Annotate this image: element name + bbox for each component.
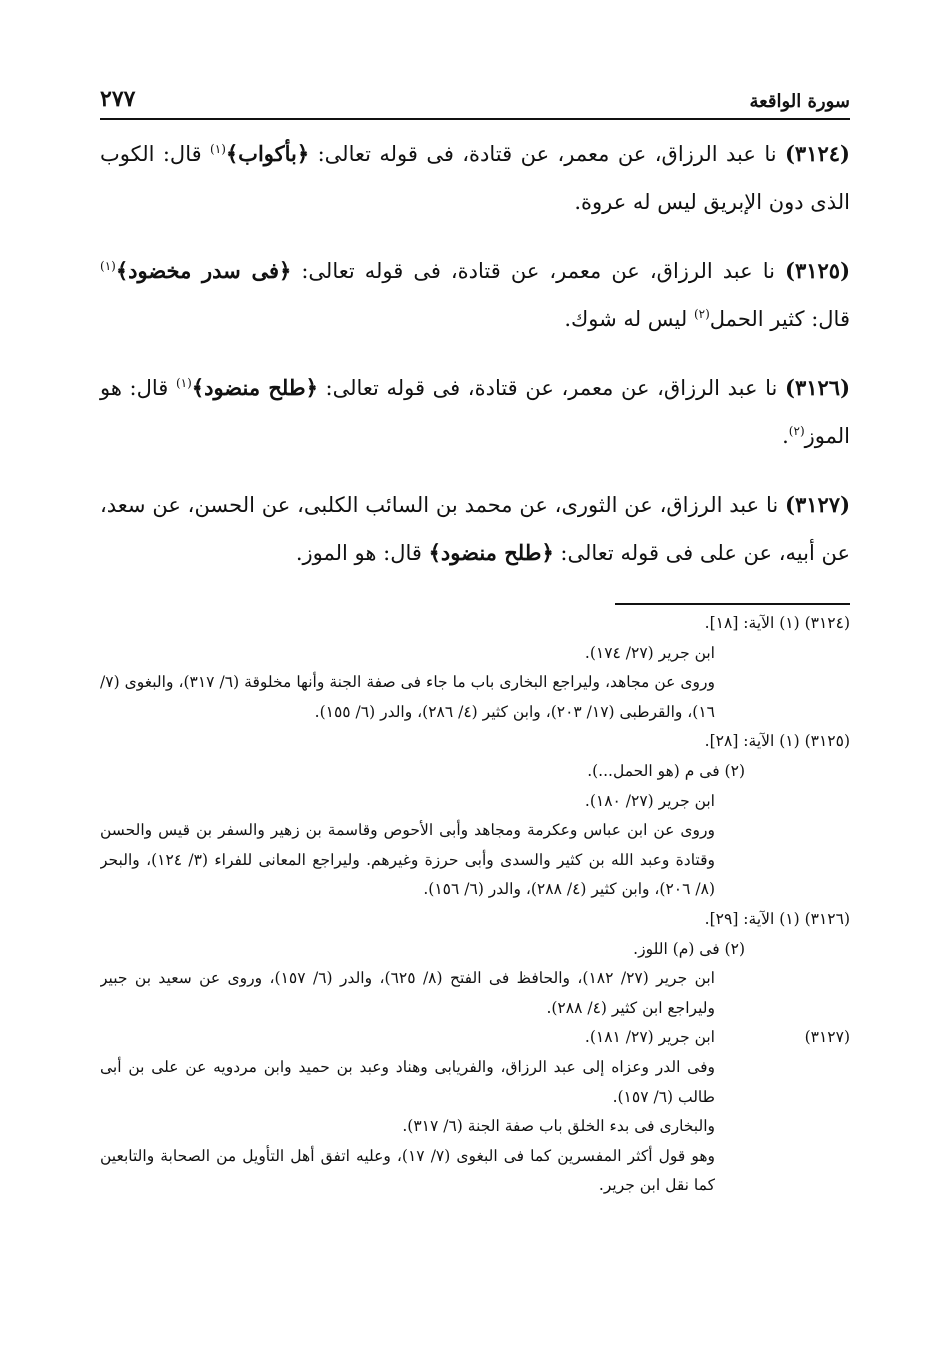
page-number: ٢٧٧ xyxy=(100,86,136,112)
footnote-line: ابن جرير (٢٧/ ١٨٢)، والحافظ فى الفتح (٨/ ٦٢٥)، والدر (٦/ ١٥٧)، وروى عن سعيد بن جبير وليراجع ابن كثير (٤/ ٢٨٨). xyxy=(100,969,715,1017)
footnote-ref: (١) xyxy=(175,376,192,390)
entry-text: قال: كثير الحمل xyxy=(709,307,850,331)
footnote-block-3127 xyxy=(100,1023,850,1053)
footnote-line: (٢) فى م (هو الحمل...). xyxy=(587,761,745,780)
footnote-ref: (٢) xyxy=(693,307,710,321)
main-text xyxy=(100,130,850,577)
footnote-line: (٣١٢٦) (١) الآية: [٢٩]. xyxy=(704,909,850,928)
footnote-line: ابن جرير (٢٧/ ١٨١). xyxy=(584,1028,715,1047)
verse-quote: ﴿فى سدر مخضود﴾ xyxy=(115,258,292,283)
verse-quote: ﴿طلح منضود﴾ xyxy=(428,540,554,565)
book-page xyxy=(100,80,850,1201)
footnotes xyxy=(100,609,850,1201)
footnote-ref: (٢) xyxy=(788,424,805,438)
entry-text: نا عبد الرزاق، عن معمر، عن قتادة، فى قوله تعالى: xyxy=(317,376,785,400)
footnote-line: (٣١٢٥) (١) الآية: [٢٨]. xyxy=(704,732,850,751)
entry-3125 xyxy=(100,247,850,343)
entry-3124 xyxy=(100,130,850,226)
entry-text: ليس له شوك. xyxy=(564,307,694,331)
page-header xyxy=(100,80,850,120)
entry-number: (٣١٢٦) xyxy=(785,375,850,400)
entry-text: قال: هو الموز. xyxy=(295,541,429,565)
entry-3126 xyxy=(100,364,850,460)
verse-quote: ﴿طلح منضود﴾ xyxy=(191,375,318,400)
footnote-line: ابن جرير (٢٧/ ١٨٠). xyxy=(584,791,715,810)
entry-text: قال: هو الموز xyxy=(100,376,850,448)
footnote-ref: (١) xyxy=(210,142,226,156)
footnote-line: والبخارى فى بدء الخلق باب صفة الجنة (٦/ ٣١٧). xyxy=(402,1117,715,1136)
footnote-line: (٢) فى (م) اللوز. xyxy=(633,939,745,958)
footnote-block-body xyxy=(100,1023,760,1053)
footnote-line: ابن جرير (٢٧/ ١٧٤). xyxy=(584,643,715,662)
surah-title: سورة الواقعة xyxy=(749,91,850,112)
verse-quote: ﴿بأكواب﴾ xyxy=(225,141,310,166)
entry-text: . xyxy=(782,424,789,448)
footnote-label: (٣١٢٧) xyxy=(804,1028,850,1047)
footnote-line: (٣١٢٤) (١) الآية: [١٨]. xyxy=(704,614,850,632)
footnote-ref: (١) xyxy=(100,259,116,273)
footnote-line: وفى الدر وعزاه إلى عبد الرزاق، والفريابى وهناد وعبد بن حميد وابن مردويه عن على بن أبى طالب (٦/ ١٥٧). xyxy=(100,1057,715,1106)
footnote-line: وروى عن ابن عباس وعكرمة ومجاهد وأبى الأحوص وقاسمة بن زهير والسفر بن قيس والحسن وقتادة وعبد الله بن كثير والسدى وأبى حرزة وغيرهم. وليراجع المعانى للفراء (٣/ ١٢٤)، والبحر (٨/ ٢٠٦)، وابن كثير (٤/ ٢٨٨)، والدر (٦/ ١٥٦). xyxy=(100,821,716,899)
entry-text: نا عبد الرزاق، عن الثورى، عن محمد بن السائب الكلبى، عن الحسن، عن سعد، عن أبيه، عن على فى قوله تعالى: xyxy=(100,493,850,565)
footnote-line: وهو قول أكثر المفسرين كما فى البغوى (٧/ ١٧)، وعليه اتفق أهل التأويل من الصحابة والتابعين كما نقل ابن جرير. xyxy=(100,1146,715,1195)
entry-3127 xyxy=(100,481,850,577)
entry-text: نا عبد الرزاق، عن معمر، عن قتادة، فى قوله تعالى: xyxy=(291,259,785,283)
entry-text: نا عبد الرزاق، عن معمر، عن قتادة، فى قوله تعالى: xyxy=(309,142,785,166)
entry-number: (٣١٢٧) xyxy=(785,492,850,517)
footnote-line: وروى عن مجاهد، وليراجع البخارى باب ما جاء فى صفة الجنة وأنها مخلوقة (٦/ ٣١٧)، والبغوى (٧/ ١٦)، والقرطبى (١٧/ ٢٠٣)، وابن كثير (٤/ ٢٨٦)، والدر (٦/ ١٥٥). xyxy=(100,673,716,721)
footnote-divider xyxy=(615,603,850,605)
entry-number: (٣١٢٥) xyxy=(785,258,850,283)
entry-number: (٣١٢٤) xyxy=(784,141,850,166)
entry-text: قال: الكوب الذى دون الإبريق ليس له عروة. xyxy=(100,142,850,214)
